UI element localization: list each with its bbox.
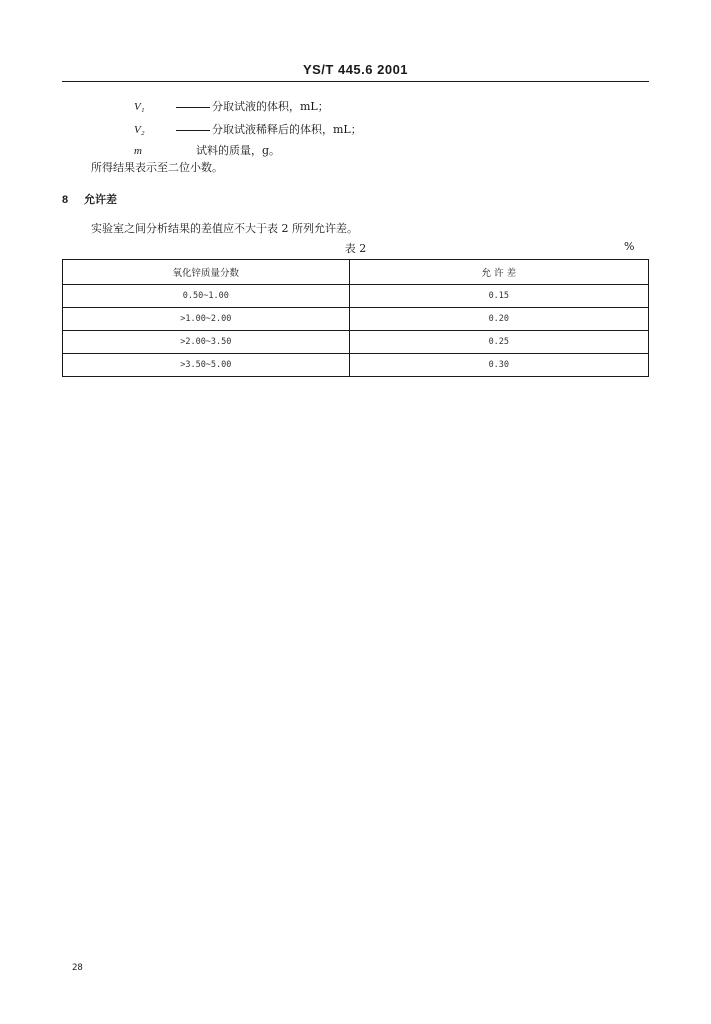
tolerance-cell: 0.15 <box>349 285 648 308</box>
table-title: 表 2 <box>344 242 367 255</box>
definition-text: 试料的质量，g。 <box>196 144 281 157</box>
table-unit: % <box>624 240 635 253</box>
header-mass-fraction: 氧化锌质量分数 <box>63 260 350 285</box>
table-row <box>63 331 649 354</box>
range-cell: >2.00~3.50 <box>63 331 350 354</box>
standard-code-header: YS/T 445.6 2001 <box>302 62 409 77</box>
tolerance-cell: 0.25 <box>349 331 648 354</box>
tolerance-table <box>62 259 649 377</box>
precision-note: 所得结果表示至二位小数。 <box>91 161 223 174</box>
definition-symbol: V₂ <box>134 124 145 136</box>
range-cell: 0.50~1.00 <box>63 285 350 308</box>
tolerance-paragraph: 实验室之间分析结果的差值应不大于表 2 所列允许差。 <box>91 222 358 235</box>
definition-dash <box>176 107 210 108</box>
table-row <box>63 354 649 377</box>
range-cell: >1.00~2.00 <box>63 308 350 331</box>
definition-text: 分取试液的体积，mL； <box>212 100 329 113</box>
range-cell: >3.50~5.00 <box>63 354 350 377</box>
definition-symbol: m <box>134 145 142 157</box>
definition-text: 分取试液稀释后的体积，mL； <box>212 123 362 136</box>
definition-m <box>134 142 280 158</box>
definition-v2 <box>134 121 362 137</box>
table-row <box>63 308 649 331</box>
definition-symbol: V₁ <box>134 101 145 113</box>
table-header-row <box>63 260 649 285</box>
tolerance-cell: 0.30 <box>349 354 648 377</box>
tolerance-cell: 0.20 <box>349 308 648 331</box>
header-tolerance: 允 许 差 <box>349 260 648 285</box>
page-number: 28 <box>72 963 83 973</box>
header-divider <box>62 81 649 82</box>
definition-v1 <box>134 98 329 114</box>
definition-dash <box>176 130 210 131</box>
table-row <box>63 285 649 308</box>
section-title: 允许差 <box>84 194 117 206</box>
section-number: 8 <box>62 194 69 206</box>
section-heading <box>62 191 117 207</box>
